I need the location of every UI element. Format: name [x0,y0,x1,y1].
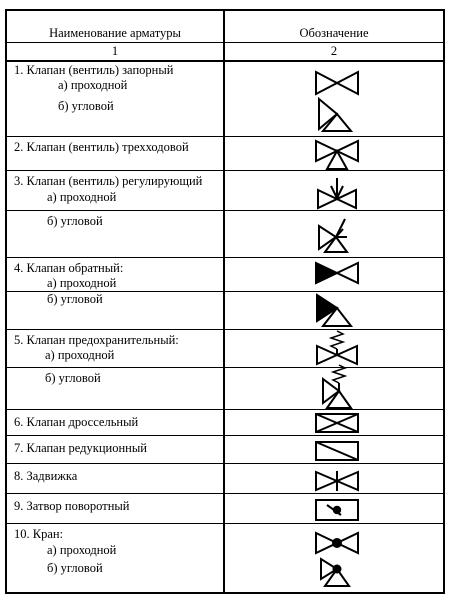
butterfly-valve-icon [316,500,358,520]
control-valve-angle-icon [319,219,347,252]
row-sub-label: б) угловой [45,371,101,385]
header-number-2: 2 [330,44,338,58]
row-label: 5. Клапан предохранительный: [14,333,179,347]
row-label: 1. Клапан (вентиль) запорный [14,63,174,77]
row-sub-label: а) проходной [45,348,115,362]
cock-angle-icon [321,559,349,586]
globe-valve-angle-icon [319,99,351,131]
row-label: 7. Клапан редукционный [14,441,147,455]
header-symbol-column: Обозначение [299,26,369,40]
row-sub-label: б) угловой [47,214,103,228]
gate-valve-icon [316,471,358,491]
control-valve-straight-icon [318,178,356,208]
row-sub-label: а) проходной [47,276,117,290]
row-label: 4. Клапан обратный: [14,261,124,275]
check-valve-straight-icon [316,263,358,283]
three-way-valve-icon [316,141,358,169]
row-label: 10. Кран: [14,527,64,541]
valve-symbols-table [5,9,445,594]
reducing-valve-icon [316,442,358,460]
check-valve-angle-icon [317,295,351,326]
valve-symbols [7,11,447,596]
safety-valve-straight-icon [317,331,357,364]
safety-valve-angle-icon [323,365,351,408]
row-sub-label: б) угловой [47,292,103,306]
row-label: 6. Клапан дроссельный [14,415,139,429]
cock-straight-icon [316,533,358,553]
row-sub-label: б) угловой [47,561,103,575]
row-label: 8. Задвижка [14,469,78,483]
row-label: 2. Клапан (вентиль) трехходовой [14,140,189,154]
header-name-column: Наименование арматуры [49,26,181,40]
row-sub-label: б) угловой [58,99,114,113]
row-label: 3. Клапан (вентиль) регулирующий [14,174,203,188]
throttle-valve-icon [316,414,358,432]
globe-valve-straight-icon [316,72,358,94]
row-sub-label: а) проходной [47,543,117,557]
row-label: 9. Затвор поворотный [14,499,130,513]
row-sub-label: а) проходной [47,190,117,204]
header-number-1: 1 [111,44,119,58]
row-sub-label: а) проходной [58,78,128,92]
